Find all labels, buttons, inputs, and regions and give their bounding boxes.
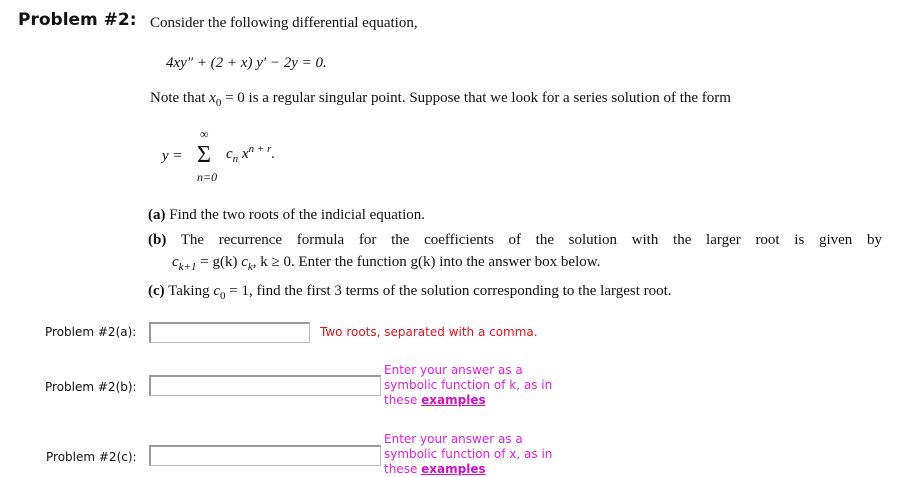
series-lhs: y = xyxy=(162,148,183,164)
examples-link[interactable]: examples xyxy=(421,393,486,407)
part-b: (b) The recurrence formula for the coefficients of the solution with the larger root is given by xyxy=(148,232,882,248)
answer-a-input[interactable] xyxy=(149,322,310,343)
problem-intro: Consider the following differential equation, xyxy=(150,15,418,31)
series-sigma: Σ xyxy=(197,142,211,168)
note-sub: 0 xyxy=(215,97,222,109)
answer-b-input[interactable] xyxy=(149,375,381,396)
note-x: x xyxy=(209,90,216,106)
answer-c-hint: Enter your answer as a symbolic function of x, as in these examples xyxy=(384,432,553,476)
note-pre: Note that xyxy=(150,90,210,106)
answer-c-label: Problem #2(c): xyxy=(46,450,137,464)
examples-link[interactable]: examples xyxy=(421,462,486,476)
part-a: (a) Find the two roots of the indicial equation. xyxy=(148,207,426,223)
note-post: = 0 is a regular singular point. Suppose that we look for a series solution of the form xyxy=(221,90,731,106)
part-c: (c) Taking $c_0 = 1$, find the first 3 terms of the solution corresponding to the largest root. xyxy=(148,283,672,302)
series-lower: n=0 xyxy=(197,170,218,184)
series-term: $c_n$ $x^{n + r}$. xyxy=(226,143,276,165)
answer-b-label: Problem #2(b): xyxy=(45,380,137,394)
answer-a-hint: Two roots, separated with a comma. xyxy=(320,325,538,339)
answer-b-hint: Enter your answer as a symbolic function of k, as in these examples xyxy=(384,363,553,407)
answer-a-label: Problem #2(a): xyxy=(45,325,137,339)
problem-title: Problem #2: xyxy=(18,10,137,30)
series-upper: ∞ xyxy=(200,127,209,141)
answer-c-input[interactable] xyxy=(149,445,381,466)
part-b-formula: $c_{k+1} = g(k)$ $c_k$, k ≥ 0. Enter the function g(k) into the answer box below. xyxy=(172,254,601,273)
differential-equation: 4xy″ + (2 + x) y′ − 2y = 0. xyxy=(166,55,327,71)
note-text xyxy=(150,90,731,107)
